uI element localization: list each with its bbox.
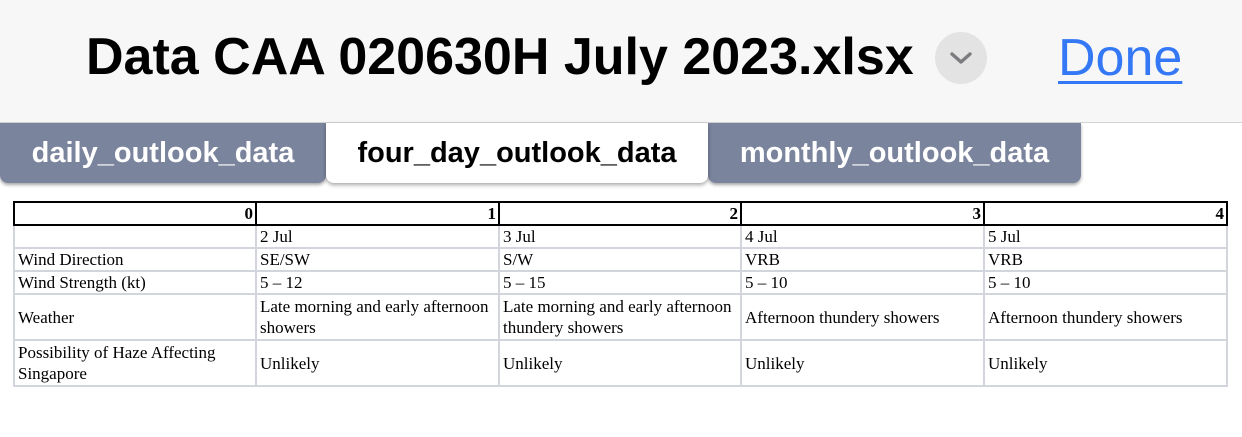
- table-row: [14, 271, 1227, 294]
- table-cell[interactable]: Late morning and early afternoon thundery showers: [499, 294, 741, 340]
- table-cell[interactable]: Unlikely: [984, 340, 1227, 386]
- table-cell[interactable]: 5 – 10: [741, 271, 984, 294]
- chevron-down-icon: [949, 51, 973, 65]
- table-cell[interactable]: Unlikely: [741, 340, 984, 386]
- table-cell[interactable]: 4 Jul: [741, 225, 984, 248]
- table-cell[interactable]: 5 – 12: [256, 271, 499, 294]
- table-cell[interactable]: 5 – 10: [984, 271, 1227, 294]
- sheet-tabs: [0, 123, 1242, 185]
- table-cell[interactable]: 3 Jul: [499, 225, 741, 248]
- table-cell[interactable]: Possibility of Haze Affecting Singapore: [14, 340, 256, 386]
- data-table: [13, 201, 1228, 387]
- column-header[interactable]: 4: [984, 202, 1227, 225]
- table-row: [14, 225, 1227, 248]
- done-button[interactable]: Done: [1058, 29, 1183, 87]
- table-cell[interactable]: 5 Jul: [984, 225, 1227, 248]
- column-header[interactable]: 2: [499, 202, 741, 225]
- table-cell[interactable]: Unlikely: [499, 340, 741, 386]
- table-cell[interactable]: VRB: [984, 248, 1227, 271]
- table-cell[interactable]: Unlikely: [256, 340, 499, 386]
- table-header-row: [14, 202, 1227, 225]
- table-cell[interactable]: 5 – 15: [499, 271, 741, 294]
- table-row: [14, 248, 1227, 271]
- table-cell[interactable]: S/W: [499, 248, 741, 271]
- tab-four-day-outlook-data[interactable]: four_day_outlook_data: [326, 123, 708, 183]
- table-cell[interactable]: Wind Strength (kt): [14, 271, 256, 294]
- document-title: Data CAA 020630H July 2023.xlsx: [86, 28, 914, 86]
- column-header[interactable]: 0: [14, 202, 256, 225]
- table-cell[interactable]: Afternoon thundery showers: [741, 294, 984, 340]
- table-cell[interactable]: Wind Direction: [14, 248, 256, 271]
- column-header[interactable]: 1: [256, 202, 499, 225]
- tab-daily-outlook-data[interactable]: daily_outlook_data: [0, 123, 326, 183]
- table-cell[interactable]: VRB: [741, 248, 984, 271]
- table-row: [14, 340, 1227, 386]
- table-cell[interactable]: 2 Jul: [256, 225, 499, 248]
- table-cell[interactable]: Afternoon thundery showers: [984, 294, 1227, 340]
- tab-monthly-outlook-data[interactable]: monthly_outlook_data: [708, 123, 1081, 183]
- table-row: [14, 294, 1227, 340]
- title-dropdown-button[interactable]: [935, 32, 987, 84]
- table-cell[interactable]: Weather: [14, 294, 256, 340]
- table-cell[interactable]: Late morning and early afternoon showers: [256, 294, 499, 340]
- column-header[interactable]: 3: [741, 202, 984, 225]
- header-bar: [0, 0, 1242, 123]
- table-cell[interactable]: SE/SW: [256, 248, 499, 271]
- table-cell[interactable]: [14, 225, 256, 248]
